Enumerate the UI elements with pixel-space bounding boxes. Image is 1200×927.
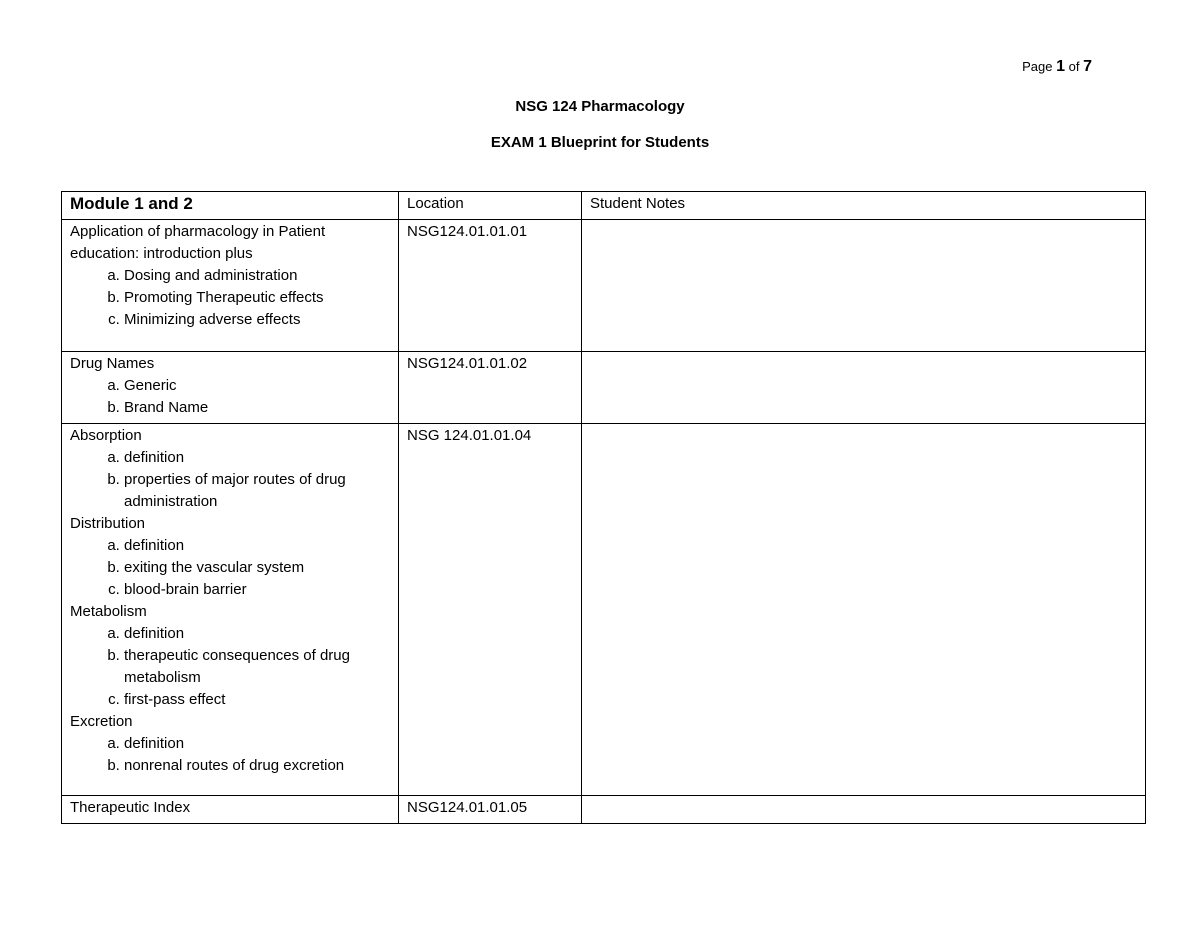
topic-list bbox=[70, 375, 391, 419]
list-item: a. Generic bbox=[124, 375, 391, 397]
list-item: a. definition bbox=[124, 447, 391, 469]
location-cell: NSG 124.01.01.04 bbox=[399, 424, 582, 796]
topic-heading: Excretion bbox=[70, 713, 133, 730]
table-row bbox=[62, 424, 1146, 796]
list-item: b. exiting the vascular system bbox=[124, 557, 391, 579]
topic-list bbox=[70, 623, 391, 711]
topic-heading: Therapeutic Index bbox=[70, 799, 191, 816]
topic-list bbox=[70, 447, 391, 513]
list-item: c. first-pass effect bbox=[124, 689, 391, 711]
page-label: Page bbox=[1022, 59, 1053, 74]
list-item: a. definition bbox=[124, 535, 391, 557]
topic-heading: Metabolism bbox=[70, 603, 147, 620]
list-item: c. Minimizing adverse effects bbox=[124, 309, 391, 331]
header-location: Location bbox=[399, 192, 582, 220]
topic-heading: Absorption bbox=[70, 427, 142, 444]
topic-list bbox=[70, 265, 391, 331]
location-cell: NSG124.01.01.02 bbox=[399, 352, 582, 424]
page-number bbox=[1022, 57, 1092, 77]
page-current: 1 bbox=[1056, 58, 1065, 75]
header-module: Module 1 and 2 bbox=[62, 192, 399, 220]
notes-cell[interactable] bbox=[582, 424, 1146, 796]
header-student-notes: Student Notes bbox=[582, 192, 1146, 220]
document-subtitle: EXAM 1 Blueprint for Students bbox=[490, 134, 710, 151]
notes-cell[interactable] bbox=[582, 220, 1146, 352]
topic-cell bbox=[62, 796, 399, 824]
topic-heading: Drug Names bbox=[70, 355, 155, 372]
page-of-label: of bbox=[1068, 59, 1080, 74]
blueprint-table bbox=[61, 191, 1146, 824]
topic-heading: Distribution bbox=[70, 515, 146, 532]
list-item: a. Dosing and administration bbox=[124, 265, 391, 287]
list-item: b. Promoting Therapeutic effects bbox=[124, 287, 391, 309]
topic-cell bbox=[62, 424, 399, 796]
location-cell: NSG124.01.01.05 bbox=[399, 796, 582, 824]
list-item: c. blood-brain barrier bbox=[124, 579, 391, 601]
list-item: b. Brand Name bbox=[124, 397, 391, 419]
location-cell: NSG124.01.01.01 bbox=[399, 220, 582, 352]
list-item: b. therapeutic consequences of drug metabolism bbox=[124, 645, 391, 689]
table-row bbox=[62, 796, 1146, 824]
topic-list bbox=[70, 733, 391, 777]
topic-heading: Application of pharmacology in Patient education: introduction plus bbox=[70, 223, 326, 262]
table-row bbox=[62, 220, 1146, 352]
document-title: NSG 124 Pharmacology bbox=[515, 98, 685, 115]
topic-list bbox=[70, 535, 391, 601]
list-item: a. definition bbox=[124, 733, 391, 755]
page-total: 7 bbox=[1083, 58, 1092, 75]
notes-cell[interactable] bbox=[582, 796, 1146, 824]
topic-cell bbox=[62, 352, 399, 424]
list-item: b. properties of major routes of drug administration bbox=[124, 469, 391, 513]
topic-cell bbox=[62, 220, 399, 352]
list-item: b. nonrenal routes of drug excretion bbox=[124, 755, 391, 777]
table-row bbox=[62, 352, 1146, 424]
table-header-row bbox=[62, 192, 1146, 220]
notes-cell[interactable] bbox=[582, 352, 1146, 424]
list-item: a. definition bbox=[124, 623, 391, 645]
